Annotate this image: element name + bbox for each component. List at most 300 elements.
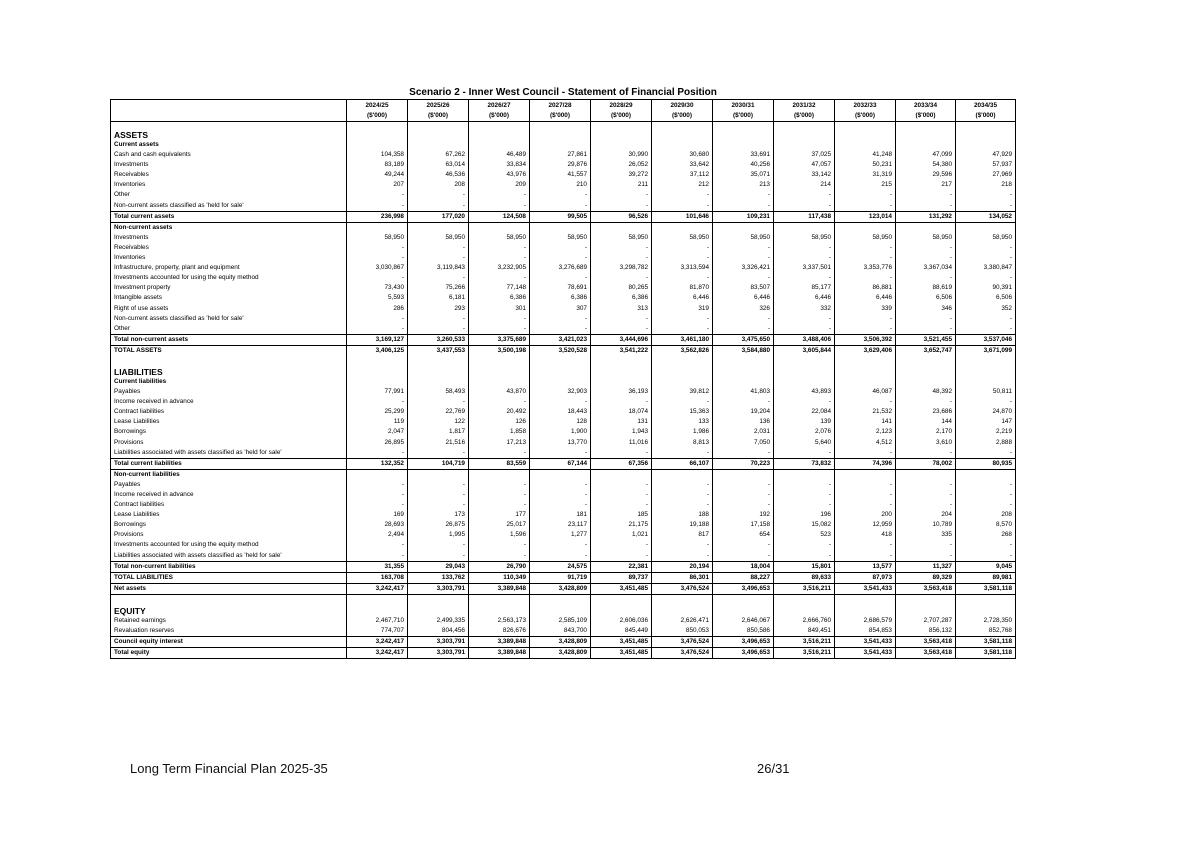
value-cell: - <box>896 190 956 200</box>
value-cell: 20,194 <box>652 561 713 572</box>
value-cell <box>347 377 408 387</box>
value-cell: 70,223 <box>713 458 774 469</box>
value-cell: 2,707,287 <box>896 616 956 626</box>
row-label: Right of use assets <box>111 304 347 314</box>
value-cell: 217 <box>896 180 956 190</box>
column-header <box>956 100 1016 122</box>
value-cell: 852,768 <box>956 626 1016 637</box>
row-label: Contract liabilities <box>111 407 347 417</box>
value-cell <box>713 594 774 603</box>
value-cell: 18,443 <box>530 407 591 417</box>
value-cell <box>408 140 469 150</box>
value-cell: 1,995 <box>408 530 469 540</box>
value-cell: - <box>774 490 835 500</box>
value-cell <box>956 222 1016 233</box>
value-cell <box>530 377 591 387</box>
value-cell: 134,052 <box>956 211 1016 222</box>
value-cell: - <box>956 273 1016 283</box>
value-cell: 58,950 <box>347 233 408 243</box>
value-cell: - <box>347 324 408 335</box>
column-year: 2030/31 <box>731 102 755 109</box>
value-cell: 133,762 <box>408 572 469 583</box>
column-year: 2029/30 <box>670 102 694 109</box>
value-cell: 5,640 <box>774 438 835 448</box>
value-cell: 50,811 <box>956 387 1016 397</box>
table-row <box>111 160 1016 170</box>
value-cell: 204 <box>896 510 956 520</box>
row-label: Provisions <box>111 530 347 540</box>
row-label: Investment property <box>111 283 347 293</box>
value-cell: 3,581,118 <box>956 648 1016 659</box>
value-cell <box>713 603 774 616</box>
statement-title: Scenario 2 - Inner West Council - Statement of Financial Position <box>409 87 717 98</box>
value-cell <box>896 356 956 364</box>
value-cell <box>835 364 896 377</box>
value-cell: 22,769 <box>408 407 469 417</box>
value-cell: - <box>469 314 530 324</box>
column-unit: ($'000) <box>611 112 631 119</box>
value-cell: 99,505 <box>530 211 591 222</box>
value-cell: 3,375,689 <box>469 334 530 345</box>
value-cell <box>408 127 469 140</box>
value-cell <box>530 364 591 377</box>
value-cell: 96,526 <box>591 211 652 222</box>
value-cell: - <box>408 397 469 407</box>
value-cell <box>530 222 591 233</box>
value-cell: - <box>347 551 408 562</box>
value-cell: 211 <box>591 180 652 190</box>
value-cell: 54,380 <box>896 160 956 170</box>
value-cell: 32,903 <box>530 387 591 397</box>
row-label: Total non-current liabilities <box>111 561 347 572</box>
value-cell: 2,047 <box>347 427 408 437</box>
value-cell <box>469 377 530 387</box>
table-row <box>111 180 1016 190</box>
value-cell: 850,053 <box>652 626 713 637</box>
value-cell: - <box>652 324 713 335</box>
value-cell <box>956 603 1016 616</box>
value-cell <box>652 594 713 603</box>
column-header <box>347 100 408 122</box>
value-cell: - <box>652 201 713 212</box>
value-cell <box>713 364 774 377</box>
value-cell: - <box>408 201 469 212</box>
value-cell: 3,563,418 <box>896 637 956 648</box>
value-cell <box>347 140 408 150</box>
column-unit: ($'000) <box>672 112 692 119</box>
total-row <box>111 572 1016 583</box>
value-cell: 3,421,023 <box>530 334 591 345</box>
value-cell: 3,476,524 <box>652 583 713 594</box>
value-cell: 83,507 <box>713 283 774 293</box>
table-row <box>111 500 1016 510</box>
table-row <box>111 427 1016 437</box>
group-heading-row <box>111 140 1016 150</box>
value-cell: 90,391 <box>956 283 1016 293</box>
value-cell: 58,950 <box>591 233 652 243</box>
value-cell: - <box>591 540 652 550</box>
value-cell <box>956 377 1016 387</box>
value-cell <box>591 140 652 150</box>
column-unit: ($'000) <box>367 112 387 119</box>
row-label: Investments accounted for using the equity method <box>111 273 347 283</box>
value-cell <box>408 356 469 364</box>
value-cell <box>713 140 774 150</box>
value-cell: 3,516,211 <box>774 637 835 648</box>
value-cell <box>713 222 774 233</box>
value-cell: 854,853 <box>835 626 896 637</box>
value-cell: 147 <box>956 417 1016 427</box>
value-cell: 104,358 <box>347 150 408 160</box>
value-cell: 3,496,653 <box>713 648 774 659</box>
value-cell: 169 <box>347 510 408 520</box>
value-cell <box>774 594 835 603</box>
value-cell: 3,353,776 <box>835 263 896 273</box>
value-cell: - <box>530 397 591 407</box>
column-year: 2027/28 <box>548 102 572 109</box>
value-cell: 346 <box>896 304 956 314</box>
value-cell: 2,626,471 <box>652 616 713 626</box>
value-cell: 87,973 <box>835 572 896 583</box>
value-cell: - <box>591 253 652 263</box>
table-row <box>111 233 1016 243</box>
value-cell: - <box>530 273 591 283</box>
value-cell: 2,170 <box>896 427 956 437</box>
value-cell <box>835 356 896 364</box>
value-cell: - <box>408 490 469 500</box>
value-cell: - <box>956 540 1016 550</box>
value-cell: 209 <box>469 180 530 190</box>
row-label: Liabilities associated with assets classified as 'held for sale' <box>111 551 347 562</box>
value-cell: 141 <box>835 417 896 427</box>
value-cell: 2,467,710 <box>347 616 408 626</box>
value-cell: 119 <box>347 417 408 427</box>
value-cell <box>408 222 469 233</box>
value-cell: - <box>408 448 469 459</box>
value-cell: 185 <box>591 510 652 520</box>
value-cell: 36,193 <box>591 387 652 397</box>
value-cell: 177,020 <box>408 211 469 222</box>
value-cell: - <box>591 314 652 324</box>
value-cell: 17,158 <box>713 520 774 530</box>
value-cell: 26,875 <box>408 520 469 530</box>
value-cell: - <box>835 480 896 490</box>
value-cell: 6,386 <box>591 293 652 303</box>
value-cell: 126 <box>469 417 530 427</box>
value-cell: - <box>591 201 652 212</box>
value-cell: 335 <box>896 530 956 540</box>
value-cell: - <box>408 243 469 253</box>
table-row <box>111 273 1016 283</box>
value-cell: 339 <box>835 304 896 314</box>
value-cell: 13,770 <box>530 438 591 448</box>
value-cell: 89,737 <box>591 572 652 583</box>
value-cell: 67,356 <box>591 458 652 469</box>
value-cell: 33,834 <box>469 160 530 170</box>
value-cell: - <box>713 397 774 407</box>
value-cell: 3,428,809 <box>530 583 591 594</box>
value-cell: 8,813 <box>652 438 713 448</box>
value-cell: 5,593 <box>347 293 408 303</box>
value-cell: 2,076 <box>774 427 835 437</box>
value-cell: 3,476,524 <box>652 637 713 648</box>
value-cell: - <box>835 190 896 200</box>
value-cell: - <box>469 480 530 490</box>
value-cell: - <box>347 273 408 283</box>
value-cell <box>835 140 896 150</box>
column-unit: ($'000) <box>428 112 448 119</box>
value-cell: - <box>469 490 530 500</box>
value-cell: 21,516 <box>408 438 469 448</box>
row-label <box>111 356 347 364</box>
value-cell: 181 <box>530 510 591 520</box>
column-header <box>408 100 469 122</box>
column-year: 2025/26 <box>426 102 450 109</box>
value-cell: - <box>469 273 530 283</box>
value-cell <box>652 469 713 480</box>
value-cell: 3,451,485 <box>591 648 652 659</box>
value-cell: 26,895 <box>347 438 408 448</box>
value-cell: 22,084 <box>774 407 835 417</box>
value-cell: 188 <box>652 510 713 520</box>
value-cell: 41,557 <box>530 170 591 180</box>
value-cell: - <box>469 243 530 253</box>
row-label: Infrastructure, property, plant and equipment <box>111 263 347 273</box>
value-cell: 214 <box>774 180 835 190</box>
value-cell: 3,506,392 <box>835 334 896 345</box>
value-cell: 48,392 <box>896 387 956 397</box>
value-cell: - <box>835 551 896 562</box>
value-cell: 352 <box>956 304 1016 314</box>
value-cell: 58,950 <box>774 233 835 243</box>
value-cell: 3,389,848 <box>469 637 530 648</box>
value-cell: 144 <box>896 417 956 427</box>
value-cell: 3,461,180 <box>652 334 713 345</box>
value-cell: - <box>469 253 530 263</box>
value-cell <box>347 594 408 603</box>
row-label: LIABILITIES <box>111 364 347 377</box>
value-cell <box>652 222 713 233</box>
table-row <box>111 293 1016 303</box>
value-cell: 74,396 <box>835 458 896 469</box>
row-label: Borrowings <box>111 520 347 530</box>
value-cell: 817 <box>652 530 713 540</box>
value-cell <box>469 364 530 377</box>
value-cell: - <box>530 201 591 212</box>
value-cell: 63,014 <box>408 160 469 170</box>
financial-position-table <box>110 99 1016 659</box>
value-cell: - <box>652 397 713 407</box>
value-cell <box>774 127 835 140</box>
value-cell: - <box>347 253 408 263</box>
value-cell: 3,242,417 <box>347 648 408 659</box>
value-cell: - <box>469 324 530 335</box>
value-cell: 67,262 <box>408 150 469 160</box>
table-row <box>111 201 1016 212</box>
table-row <box>111 190 1016 200</box>
row-label: Payables <box>111 480 347 490</box>
value-cell: 1,943 <box>591 427 652 437</box>
value-cell: - <box>408 190 469 200</box>
value-cell: 83,559 <box>469 458 530 469</box>
value-cell: - <box>713 480 774 490</box>
value-cell <box>652 364 713 377</box>
value-cell: - <box>652 253 713 263</box>
row-label: Contract liabilities <box>111 500 347 510</box>
value-cell <box>896 127 956 140</box>
value-cell <box>774 377 835 387</box>
value-cell: 6,386 <box>469 293 530 303</box>
value-cell: 192 <box>713 510 774 520</box>
value-cell: - <box>408 551 469 562</box>
table-row <box>111 616 1016 626</box>
value-cell: 2,686,579 <box>835 616 896 626</box>
value-cell: - <box>896 490 956 500</box>
value-cell: 123,014 <box>835 211 896 222</box>
value-cell: 85,177 <box>774 283 835 293</box>
value-cell: 43,976 <box>469 170 530 180</box>
value-cell: - <box>774 201 835 212</box>
value-cell: - <box>347 540 408 550</box>
value-cell <box>956 140 1016 150</box>
value-cell: 110,349 <box>469 572 530 583</box>
table-row <box>111 520 1016 530</box>
value-cell: 15,801 <box>774 561 835 572</box>
value-cell: 3,119,843 <box>408 263 469 273</box>
value-cell: 86,301 <box>652 572 713 583</box>
value-cell: 313 <box>591 304 652 314</box>
value-cell: - <box>774 500 835 510</box>
value-cell: - <box>956 448 1016 459</box>
value-cell: 268 <box>956 530 1016 540</box>
row-label: Borrowings <box>111 427 347 437</box>
value-cell: 2,666,760 <box>774 616 835 626</box>
value-cell: - <box>713 190 774 200</box>
value-cell: 77,991 <box>347 387 408 397</box>
value-cell <box>835 469 896 480</box>
value-cell <box>530 127 591 140</box>
value-cell: - <box>896 273 956 283</box>
value-cell <box>896 603 956 616</box>
value-cell: - <box>713 201 774 212</box>
value-cell: 128 <box>530 417 591 427</box>
value-cell: - <box>591 243 652 253</box>
row-label: Inventories <box>111 180 347 190</box>
value-cell: 845,449 <box>591 626 652 637</box>
value-cell: 133 <box>652 417 713 427</box>
table-row <box>111 490 1016 500</box>
value-cell: 3,476,524 <box>652 648 713 659</box>
value-cell: - <box>652 243 713 253</box>
value-cell: 2,728,350 <box>956 616 1016 626</box>
value-cell: 2,646,067 <box>713 616 774 626</box>
value-cell: 3,496,653 <box>713 583 774 594</box>
value-cell <box>469 594 530 603</box>
value-cell: - <box>896 201 956 212</box>
value-cell: - <box>347 480 408 490</box>
value-cell: - <box>835 490 896 500</box>
value-cell: 6,446 <box>652 293 713 303</box>
total-row <box>111 648 1016 659</box>
value-cell: - <box>713 448 774 459</box>
spacer-row <box>111 356 1016 364</box>
value-cell: 3,500,198 <box>469 345 530 356</box>
value-cell: - <box>530 480 591 490</box>
value-cell: 104,719 <box>408 458 469 469</box>
value-cell: - <box>956 190 1016 200</box>
value-cell: 22,381 <box>591 561 652 572</box>
value-cell: 3,169,127 <box>347 334 408 345</box>
value-cell: - <box>835 448 896 459</box>
value-cell: 804,456 <box>408 626 469 637</box>
value-cell: 50,231 <box>835 160 896 170</box>
value-cell <box>591 222 652 233</box>
value-cell <box>652 140 713 150</box>
footer-page-number: 26/31 <box>757 761 790 776</box>
row-label: Net assets <box>111 583 347 594</box>
value-cell: - <box>896 480 956 490</box>
value-cell: 26,052 <box>591 160 652 170</box>
value-cell <box>652 603 713 616</box>
value-cell: - <box>469 540 530 550</box>
value-cell: 208 <box>408 180 469 190</box>
row-label: Non-current assets classified as 'held for sale' <box>111 201 347 212</box>
value-cell: 86,881 <box>835 283 896 293</box>
table-row <box>111 314 1016 324</box>
column-header <box>774 100 835 122</box>
value-cell: 46,536 <box>408 170 469 180</box>
value-cell: 3,541,433 <box>835 648 896 659</box>
value-cell <box>347 469 408 480</box>
value-cell: - <box>774 397 835 407</box>
value-cell: - <box>896 253 956 263</box>
value-cell <box>469 127 530 140</box>
value-cell: 3,451,485 <box>591 637 652 648</box>
value-cell: - <box>835 253 896 263</box>
value-cell: - <box>591 273 652 283</box>
value-cell <box>591 469 652 480</box>
value-cell: 826,676 <box>469 626 530 637</box>
value-cell: 3,232,905 <box>469 263 530 273</box>
value-cell: 3,380,847 <box>956 263 1016 273</box>
table-row <box>111 417 1016 427</box>
value-cell: 8,570 <box>956 520 1016 530</box>
value-cell <box>408 377 469 387</box>
value-cell: 1,021 <box>591 530 652 540</box>
row-label: Income received in advance <box>111 490 347 500</box>
value-cell: 19,188 <box>652 520 713 530</box>
value-cell: 122 <box>408 417 469 427</box>
value-cell: 33,142 <box>774 170 835 180</box>
value-cell <box>956 469 1016 480</box>
value-cell <box>896 594 956 603</box>
value-cell: 2,499,335 <box>408 616 469 626</box>
table-row <box>111 263 1016 273</box>
value-cell: 10,789 <box>896 520 956 530</box>
value-cell: - <box>956 500 1016 510</box>
value-cell: - <box>347 190 408 200</box>
value-cell: - <box>713 324 774 335</box>
value-cell <box>347 603 408 616</box>
value-cell: 177 <box>469 510 530 520</box>
column-unit: ($'000) <box>855 112 875 119</box>
value-cell: - <box>408 273 469 283</box>
value-cell: 6,181 <box>408 293 469 303</box>
value-cell: 3,520,528 <box>530 345 591 356</box>
value-cell: 3,581,118 <box>956 583 1016 594</box>
column-year: 2028/29 <box>609 102 633 109</box>
value-cell: - <box>774 448 835 459</box>
